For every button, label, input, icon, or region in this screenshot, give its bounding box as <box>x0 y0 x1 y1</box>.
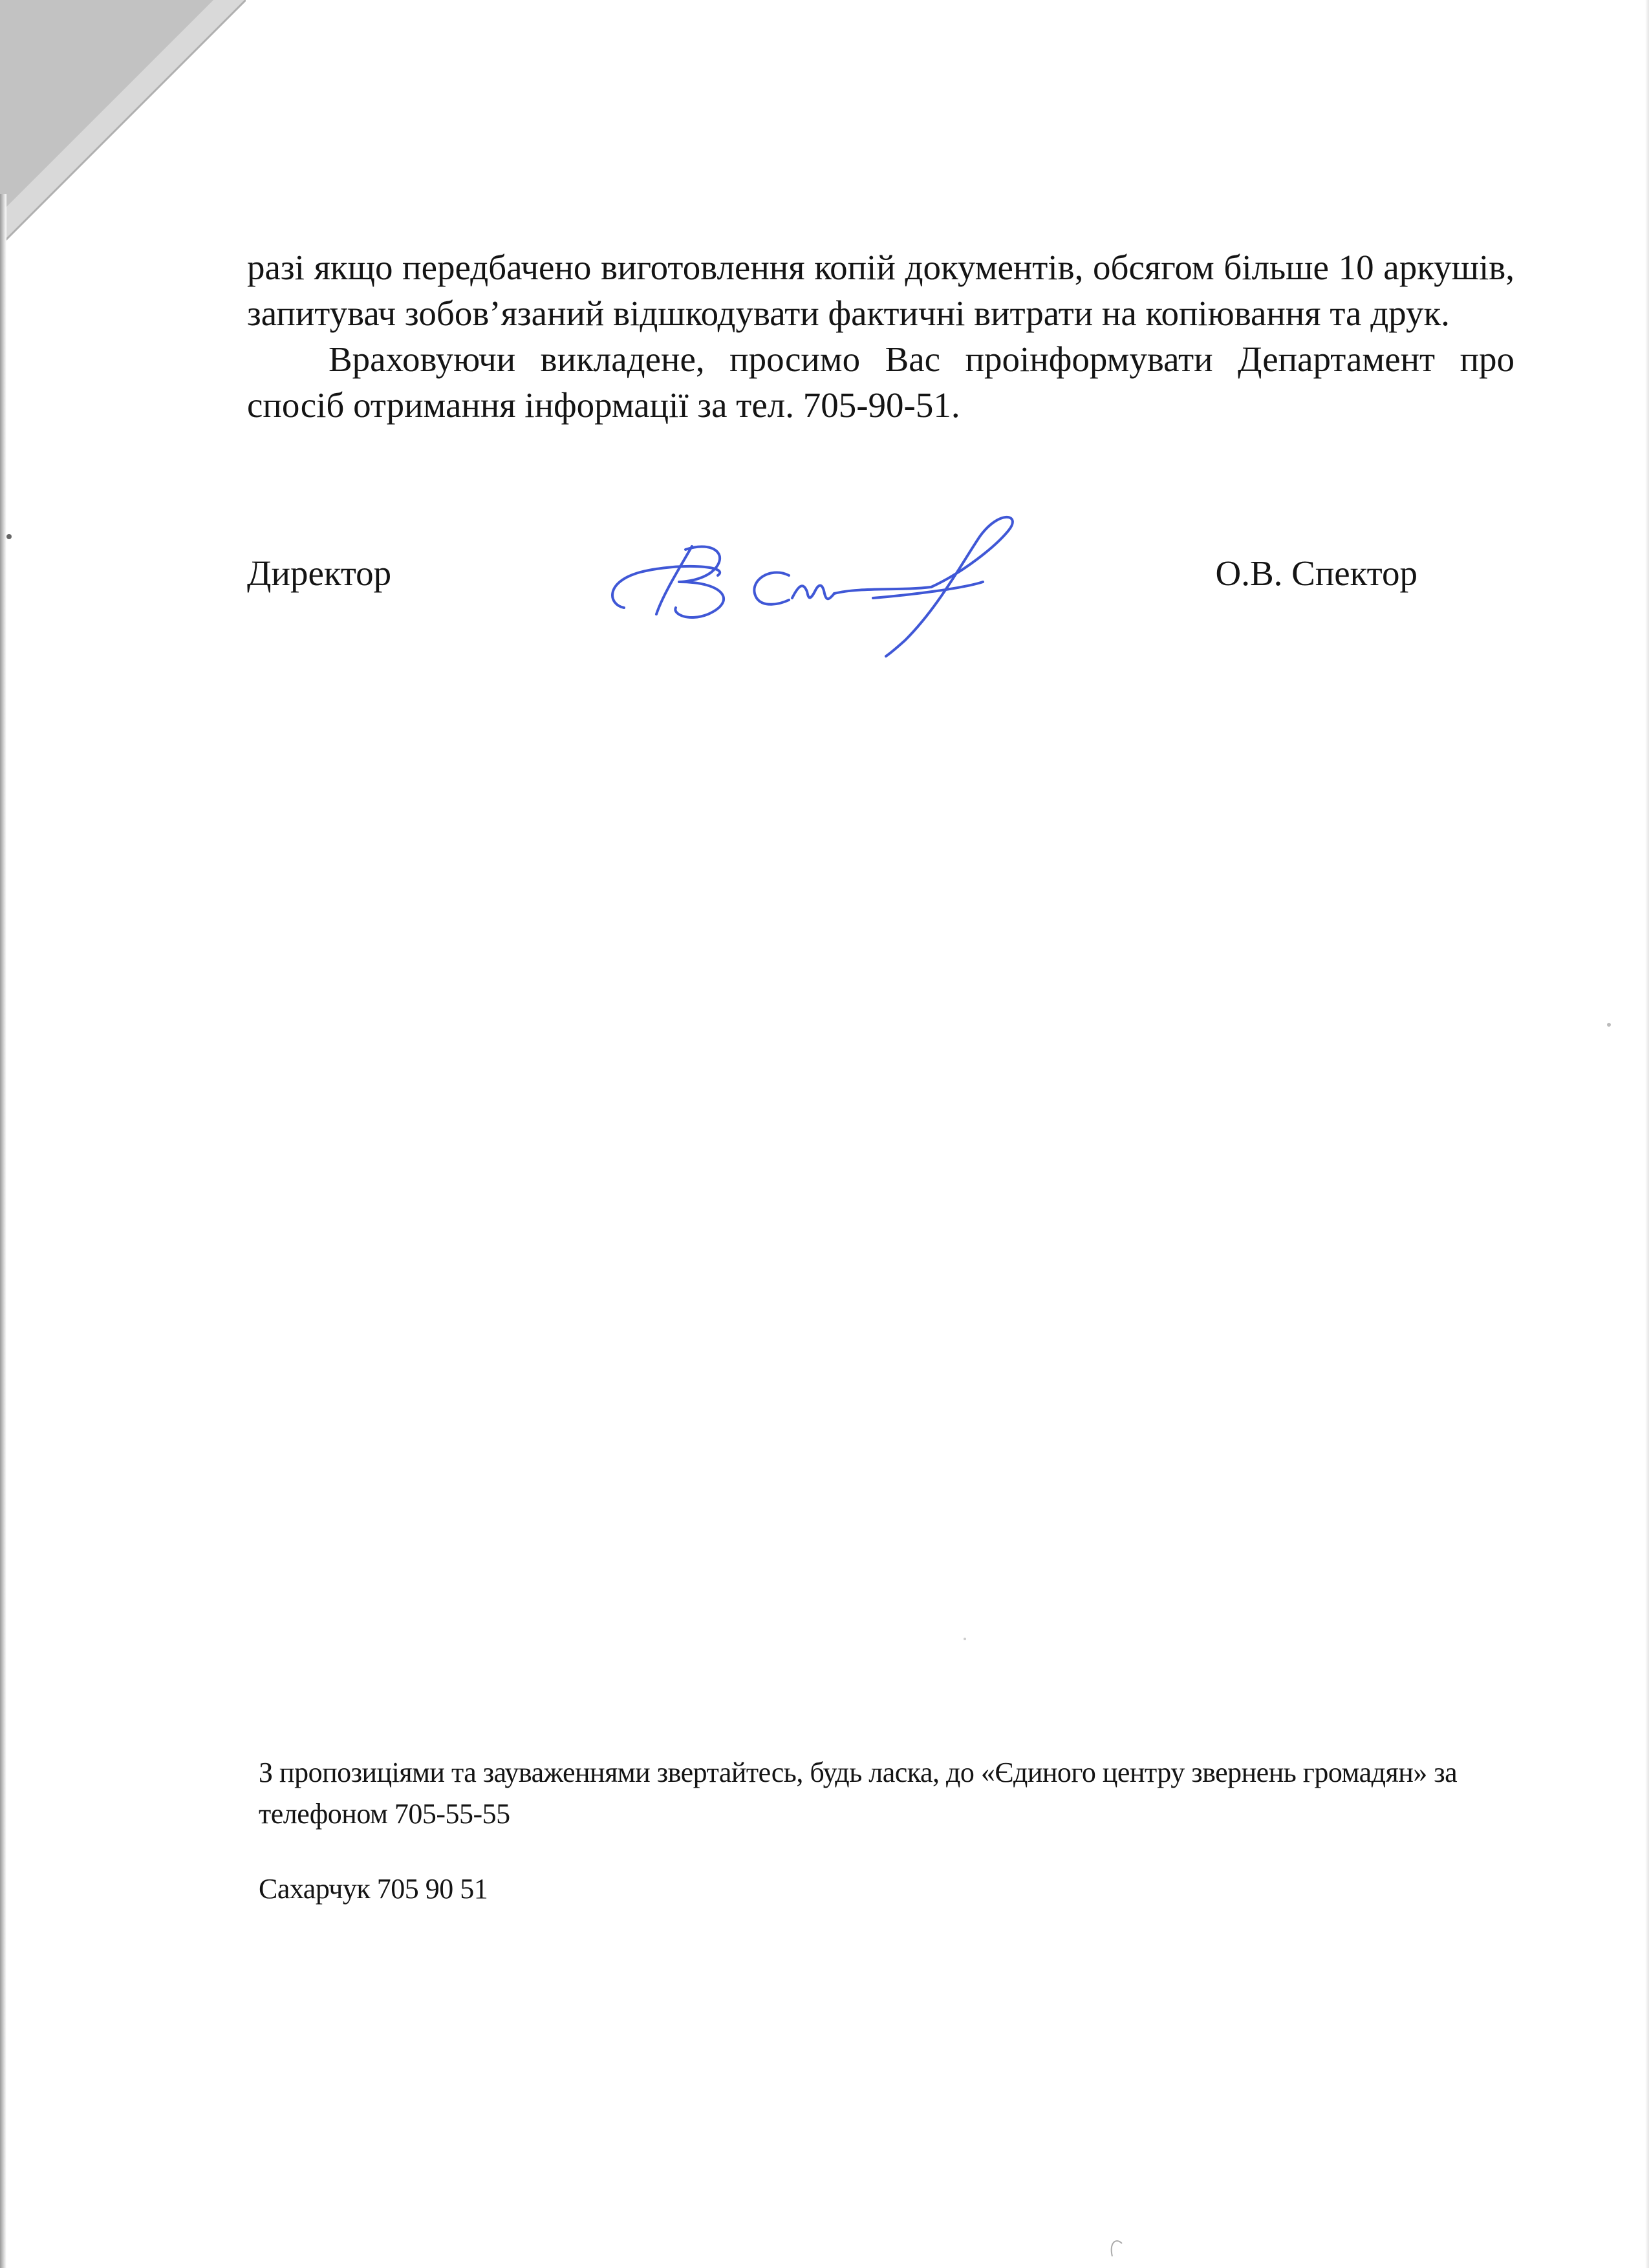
signatory-position: Директор <box>247 553 392 593</box>
scan-right-edge <box>1645 0 1649 2268</box>
letter-body <box>247 244 1514 428</box>
paragraph-continuation: разі якщо передбачено виготовлення копій документів, обсягом більше 10 аркушів, запитувач зобов’язаний відшкодувати фактичні витрати на копіювання та друк. <box>247 248 1514 333</box>
executor-line: Сахарчук 705 90 51 <box>259 1873 488 1905</box>
folded-corner <box>0 0 246 246</box>
paragraph-request: Враховуючи викладене, просимо Вас проінформувати Департамент про спосіб отримання інформації за тел. 705-90-51. <box>247 339 1514 425</box>
scan-left-edge <box>0 194 6 2268</box>
signatory-name: О.В. Спектор <box>1215 553 1417 593</box>
handwritten-signature <box>601 511 1022 666</box>
footer-contact-note: З пропозиціями та зауваженнями звертайтесь, будь ласка, до «Єдиного центру звернень громадян» за телефоном 705-55-55 <box>259 1757 1458 1830</box>
